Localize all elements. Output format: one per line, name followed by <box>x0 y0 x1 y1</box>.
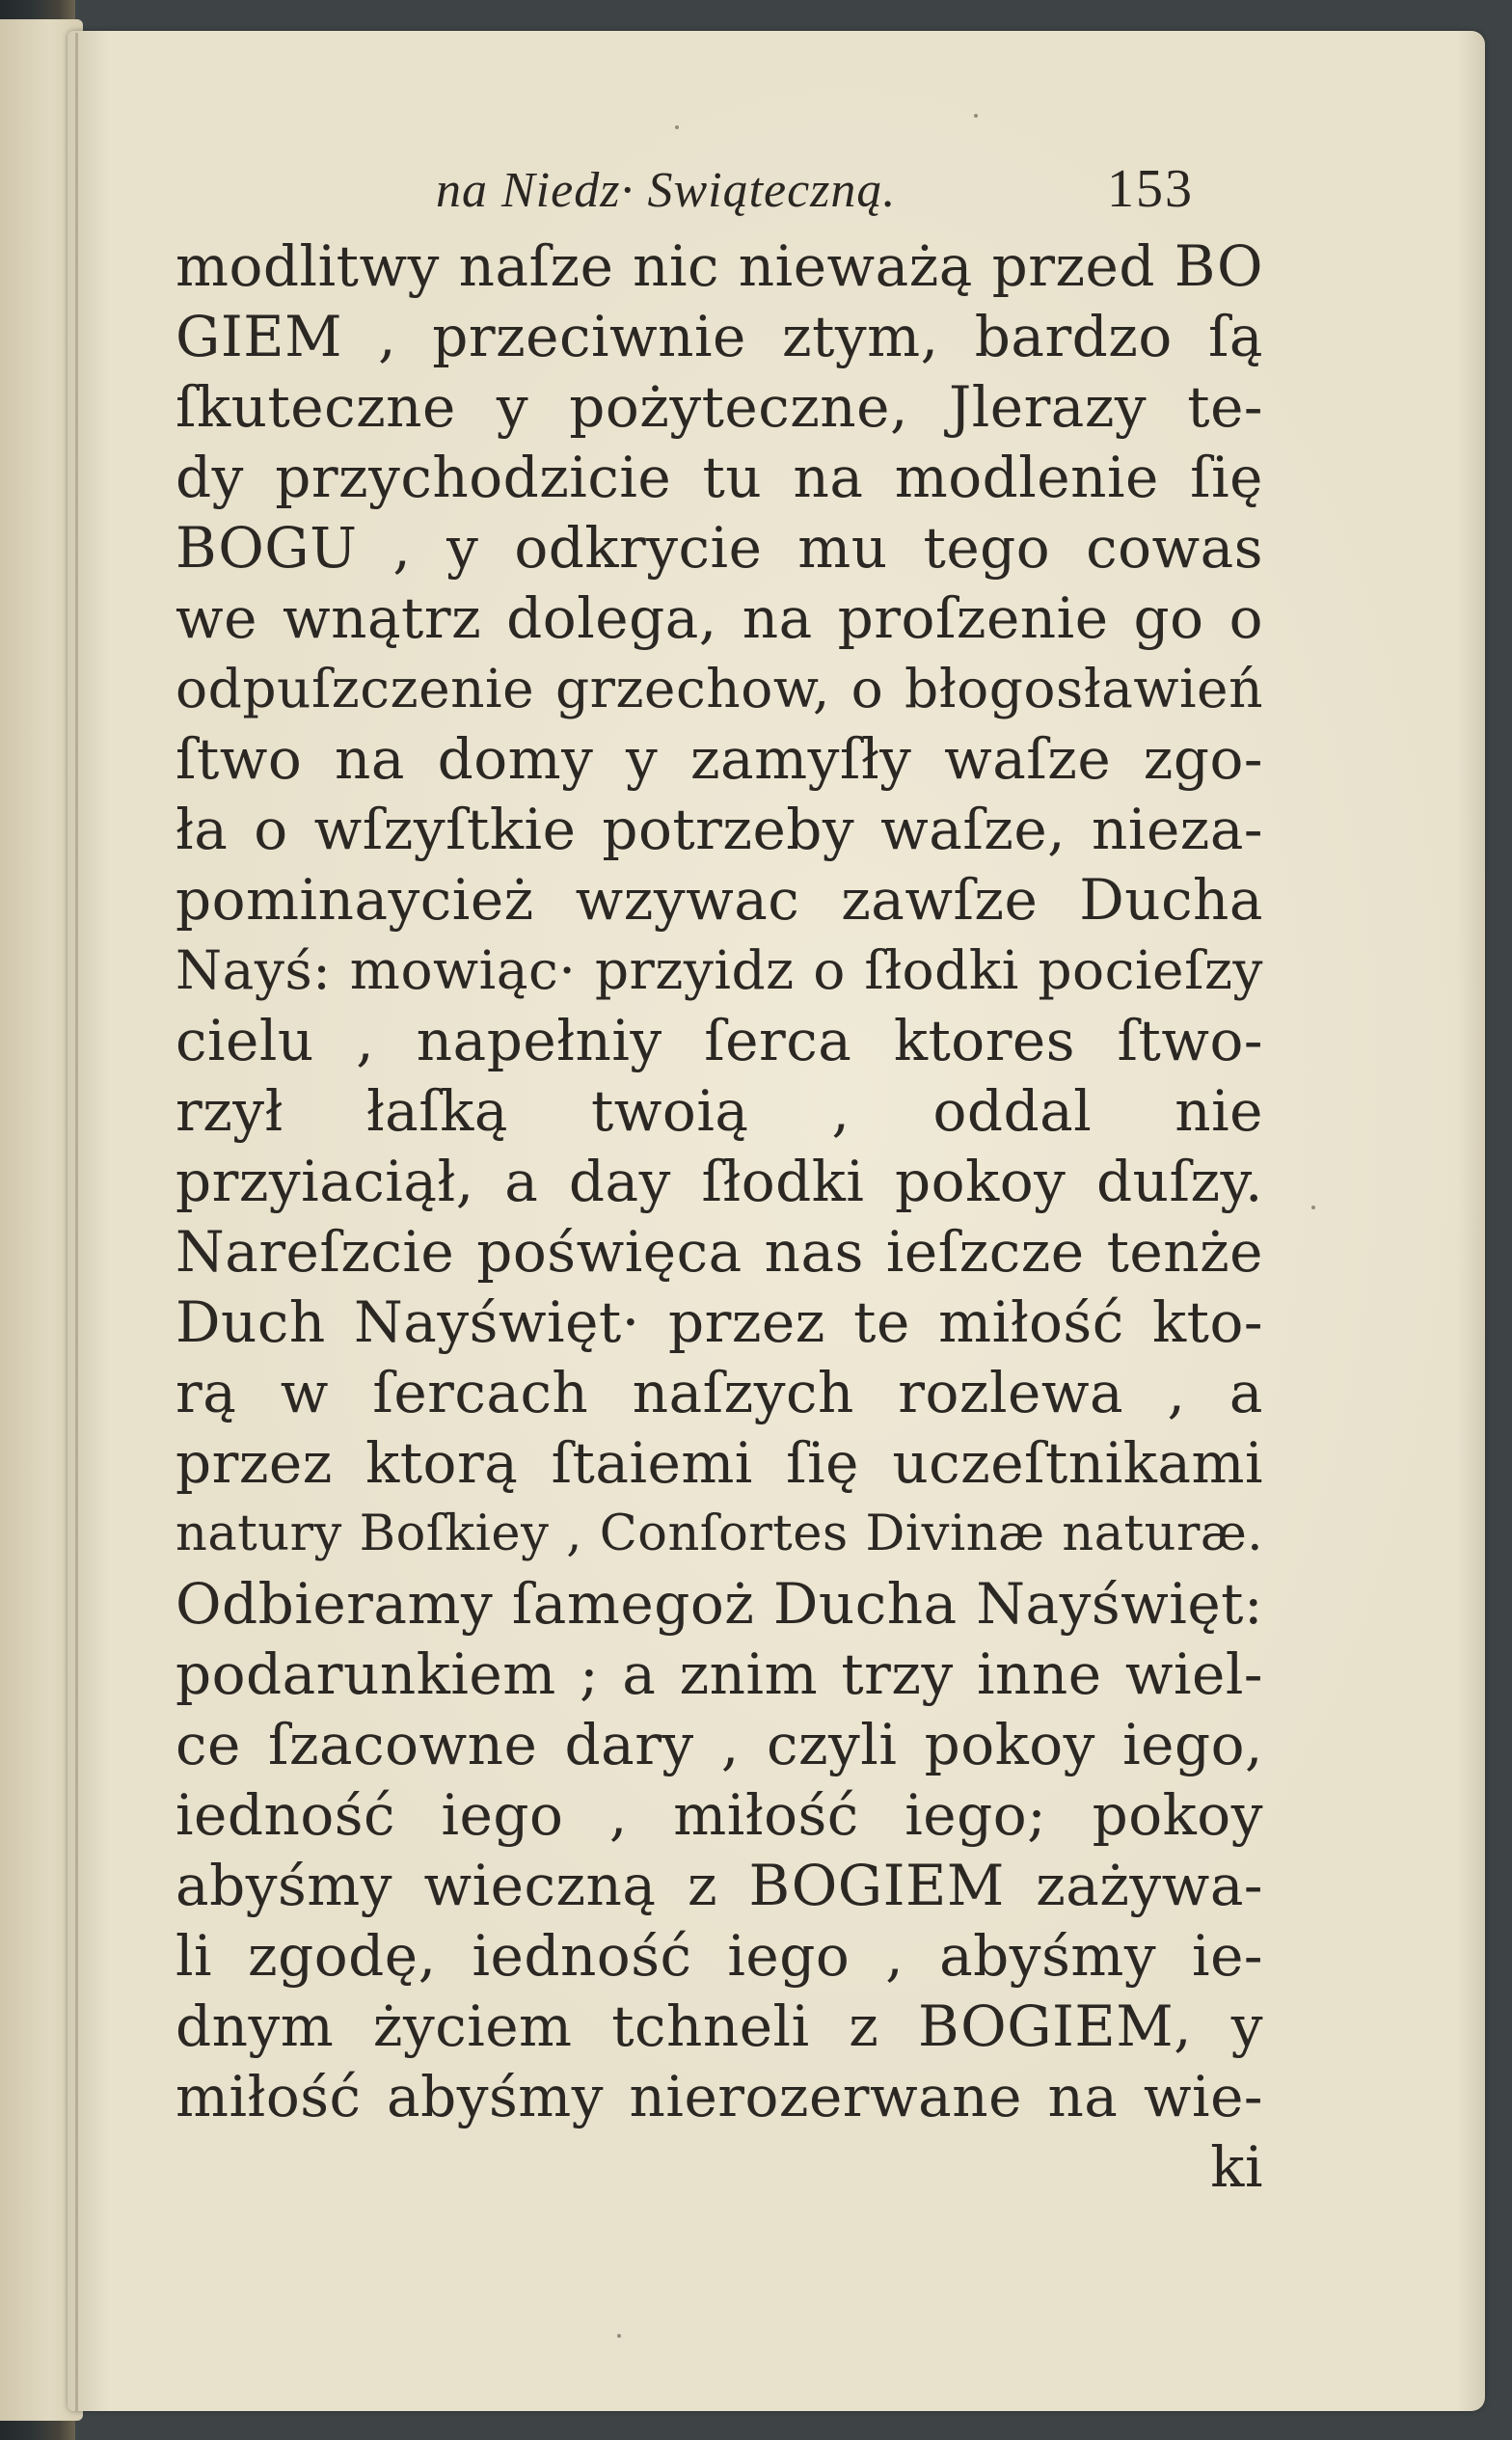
catchword: ki <box>1210 2134 1263 2200</box>
text-line: miłość abyśmy nierozerwane na wie- <box>176 2064 1263 2129</box>
text-line: ce ſzacowne dary , czyli pokoy iego, <box>176 1712 1263 1777</box>
text-line: li zgodę, iedność iego , abyśmy ie- <box>176 1923 1263 1989</box>
text-line: podarunkiem ; a znim trzy inne wiel- <box>176 1641 1263 1707</box>
text-line: Duch Nayświęt· przez te miłość kto- <box>176 1289 1263 1355</box>
text-line: iedność iego , miłość iego; pokoy <box>176 1782 1263 1848</box>
paper-speck <box>1311 1206 1315 1209</box>
text-line: rą w ſercach naſzych rozlewa , a <box>176 1360 1263 1425</box>
text-line: ſkuteczne y pożyteczne, Jlerazy te- <box>176 374 1263 440</box>
text-line: abyśmy wieczną z BOGIEM zażywa- <box>176 1853 1263 1918</box>
text-line: pominaycież wzywac zawſze Ducha <box>176 867 1263 933</box>
text-line: modlitwy naſze nic nieważą przed BO <box>176 233 1263 299</box>
text-line: Nareſzcie poświęca nas ieſzcze tenże <box>176 1219 1263 1285</box>
text-line: przyiaciął, a day ſłodki pokoy duſzy. <box>176 1149 1263 1214</box>
text-line: dy przychodzicie tu na modlenie ſię <box>176 445 1263 510</box>
text-line: ſtwo na domy y zamyſły waſze zgo- <box>176 726 1263 792</box>
page-header <box>0 145 1512 231</box>
text-line: BOGU , y odkrycie mu tego cowas <box>176 515 1263 581</box>
running-head: na Niedz· Swiąteczną. <box>436 163 897 218</box>
text-line: rzył łaſką twoią , oddal nie <box>176 1078 1263 1144</box>
text-line: odpuſzczenie grzechow, o błogosławień <box>176 658 1263 719</box>
text-line: GIEM , przeciwnie ztym, bardzo ſą <box>176 304 1263 369</box>
text-line: Odbieramy ſamegoż Ducha Nayświęt: <box>176 1571 1263 1637</box>
text-line: cielu , napełniy ſerca ktores ſtwo- <box>176 1008 1263 1073</box>
text-line: we wnątrz dolega, na proſzenie go o <box>176 585 1263 651</box>
text-line: przez ktorą ſtaiemi ſię uczeſtnikami <box>176 1430 1263 1496</box>
text-line: ła o wſzyſtkie potrzeby waſze, nieza- <box>176 797 1263 862</box>
paper-speck <box>675 125 679 129</box>
page-number: 153 <box>1107 159 1194 219</box>
text-line: natury Boſkiey , Conſortes Divinæ naturæ. <box>176 1505 1263 1562</box>
paper-speck <box>974 114 978 118</box>
text-line: Nayś: mowiąc· przyidz o ſłodki pocieſzy <box>176 939 1263 1001</box>
text-line: dnym życiem tchneli z BOGIEM, y <box>176 1993 1263 2059</box>
paper-speck <box>617 2334 621 2338</box>
page-gutter <box>75 33 78 2411</box>
body-text <box>176 231 1263 2257</box>
